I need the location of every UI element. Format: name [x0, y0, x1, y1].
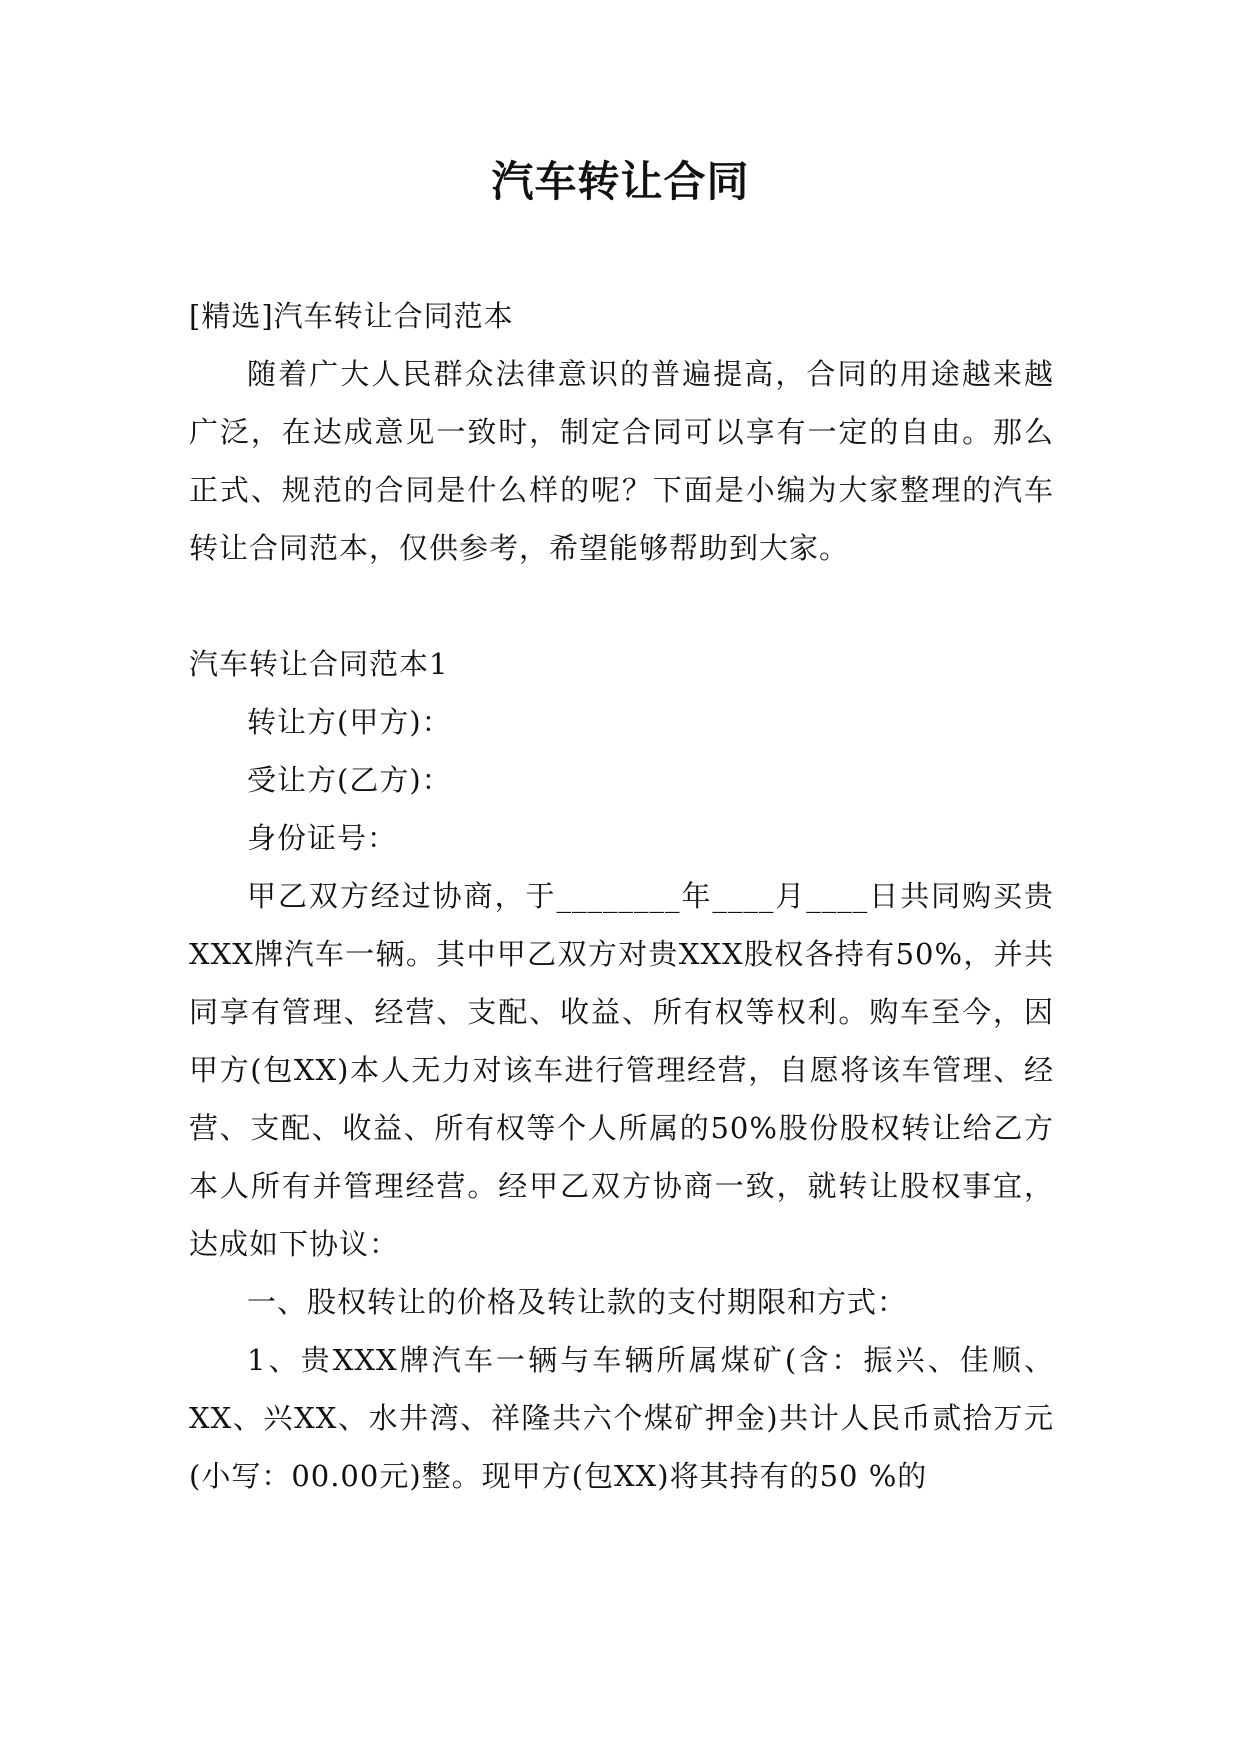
document-body	[189, 287, 1054, 1505]
document-subtitle: [精选]汽车转让合同范本	[189, 299, 514, 333]
main-paragraph: 甲乙双方经过协商，于________年____月____日共同购买贵XXX牌汽车一辆。其中甲乙双方对贵XXX股权各持有50%，并共同享有管理、经营、支配、收益、所有权等权利。购车至今，因甲方(包XX)本人无力对该车进行管理经营，自愿将该车管理、经营、支配、收益、所有权等个人所属的50%股份股权转让给乙方本人所有并管理经营。经甲乙双方协商一致，就转让股权事宜，达成如下协议：	[189, 879, 1054, 1261]
clause-1-heading: 一、股权转让的价格及转让款的支付期限和方式：	[247, 1285, 908, 1319]
paragraph-gap	[189, 577, 1054, 635]
transferee-line: 受让方(乙方)：	[247, 763, 452, 797]
clause-1-1: 1、贵XXX牌汽车一辆与车辆所属煤矿(含：振兴、佳顺、XX、兴XX、水井湾、祥隆共六个煤矿押金)共计人民币贰拾万元(小写：00.00元)整。现甲方(包XX)将其持有的50 %的	[189, 1343, 1054, 1493]
transferor-line: 转让方(甲方)：	[247, 705, 452, 739]
document-title: 汽车转让合同	[491, 157, 750, 206]
section-heading: 汽车转让合同范本1	[189, 647, 449, 681]
id-number-line: 身份证号：	[247, 821, 398, 855]
intro-paragraph: 随着广大人民群众法律意识的普遍提高，合同的用途越来越广泛，在达成意见一致时，制定合同可以享有一定的自由。那么正式、规范的合同是什么样的呢？下面是小编为大家整理的汽车转让合同范本，仅供参考，希望能够帮助到大家。	[189, 357, 1054, 565]
